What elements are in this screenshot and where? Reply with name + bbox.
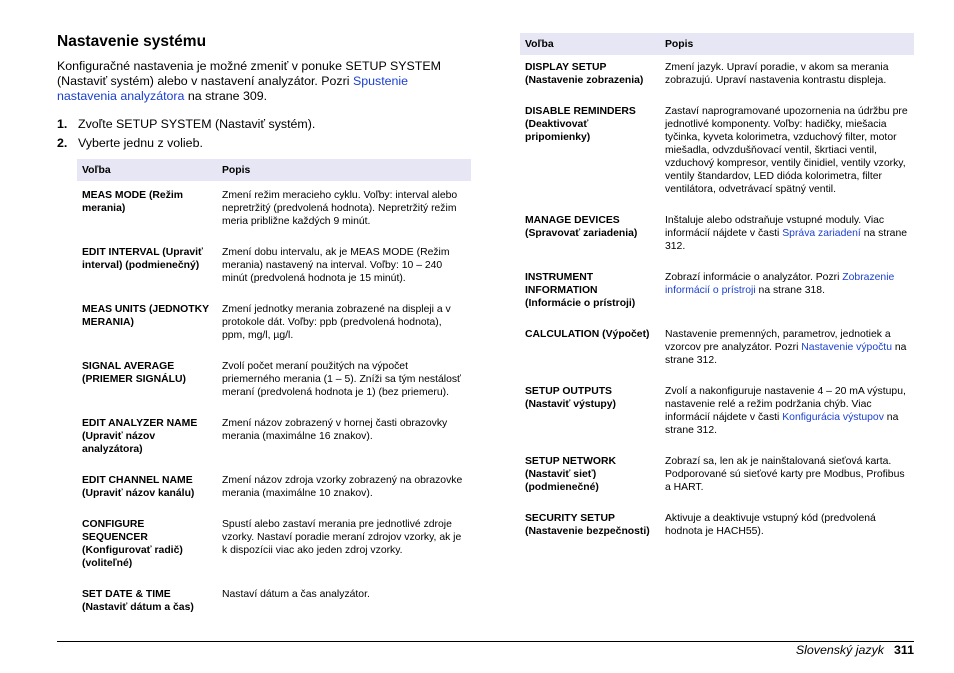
intro-text: Konfiguračné nastavenia je možné zmeniť v ponuke SETUP SYSTEM (Nastaviť systém) alebo v nastavení analyzátor. Pozri	[57, 59, 441, 88]
option-description	[217, 352, 471, 409]
table-row	[77, 510, 471, 580]
options-table-left	[77, 159, 471, 620]
table-row	[520, 206, 914, 263]
table-row	[77, 580, 471, 620]
description-suffix: na strane 312.	[665, 342, 907, 366]
option-description	[660, 377, 914, 447]
option-name: EDIT ANALYZER NAME (Upraviť názov analyzátora)	[82, 418, 198, 455]
intro-link[interactable]: Spustenie nastavenia analyzátora	[57, 74, 409, 103]
description-text: Zobrazí informácie o analyzátor. Pozri	[665, 272, 843, 283]
description-text: Nastavenie premenných, parametrov, jednotiek a vzorcov pre analyzátor. Pozri	[665, 329, 891, 353]
description-text: Zmení režim meracieho cyklu. Voľby: interval alebo nepretržitý (predvolená hodnota). Nepretržitý režim meria približne každých 9 minút.	[222, 190, 458, 227]
table-row	[77, 352, 471, 409]
description-text: Zobrazí sa, len ak je nainštalovaná sieťová karta. Podporované sú sieťové karty pre Modbus, Profibus a HART.	[665, 456, 905, 493]
header-option: Voľba	[77, 159, 217, 181]
option-name: SETUP NETWORK (Nastaviť sieť) (podmienečné)	[525, 456, 617, 493]
table-row	[77, 409, 471, 466]
description-suffix: na strane 318.	[755, 285, 825, 296]
header-description: Popis	[217, 159, 471, 181]
option-description	[660, 447, 914, 504]
description-text: Nastaví dátum a čas analyzátor.	[222, 589, 370, 600]
table-row	[520, 97, 914, 206]
option-description	[660, 55, 914, 97]
cross-reference-link[interactable]: Správa zariadení	[782, 228, 861, 239]
option-description	[217, 510, 471, 580]
description-text: Zvolí počet meraní použitých na výpočet priemerného merania (1 – 5). Zníži sa tým nestálosť meraní (predvolená hodnota je 1) (bez priemeru).	[222, 361, 461, 398]
left-table-body	[77, 181, 471, 620]
cross-reference-link[interactable]: Zobrazenie informácií o prístroji	[665, 272, 895, 296]
step-number: 2.	[57, 136, 68, 150]
option-name: MANAGE DEVICES (Spravovať zariadenia)	[525, 215, 638, 239]
table-row	[77, 181, 471, 238]
intro-paragraph	[57, 59, 471, 104]
right-table-body	[520, 55, 914, 544]
option-name: CALCULATION (Výpočet)	[525, 329, 650, 340]
option-description	[660, 320, 914, 377]
description-text: Spustí alebo zastaví merania pre jednotlivé zdroje vzorky. Nastaví poradie meraní zdrojov vzorky, ak je k dispozícii viac ako jeden zdroj vzorky.	[222, 519, 462, 556]
header-description: Popis	[660, 33, 914, 55]
page-number: 311	[894, 643, 914, 657]
option-description	[217, 181, 471, 238]
option-name: SET DATE & TIME (Nastaviť dátum a čas)	[82, 589, 194, 613]
option-description	[217, 295, 471, 352]
table-row	[520, 320, 914, 377]
option-description	[217, 409, 471, 466]
footer-language: Slovenský jazyk	[795, 643, 884, 657]
option-description	[660, 206, 914, 263]
description-text: Zastaví naprogramované upozornenia na údržbu pre jednotlivé komponenty. Voľby: hadičky, miešacia tyčinka, kyveta kolorimetra, vzduchový filter, motor miešadla, odvzdušňovací ventil, škrtiaci ventil, vzduchový kompresor, ventily činidiel, ventily vzorky, ventily štandardov, LED dióda kolorimetra, filter ventilátora, odvetrávací spätný ventil.	[665, 106, 908, 195]
option-name: MEAS MODE (Režim merania)	[82, 190, 184, 214]
section-title: Nastavenie systému	[57, 33, 207, 50]
step-item	[57, 117, 471, 136]
option-name: EDIT CHANNEL NAME (Upraviť názov kanálu)	[82, 475, 195, 499]
option-name: SETUP OUTPUTS (Nastaviť výstupy)	[525, 386, 617, 410]
step-item	[57, 136, 471, 155]
option-name: SIGNAL AVERAGE (PRIEMER SIGNÁLU)	[82, 361, 186, 385]
cross-reference-link[interactable]: Konfigurácia výstupov	[782, 412, 884, 423]
cross-reference-link[interactable]: Nastavenie výpočtu	[801, 342, 892, 353]
option-description	[217, 580, 471, 620]
description-text: Zmení názov zdroja vzorky zobrazený na obrazovke merania (maximálne 10 znakov).	[222, 475, 463, 499]
option-description	[217, 238, 471, 295]
option-name: EDIT INTERVAL (Upraviť interval) (podmienečný)	[82, 247, 204, 271]
description-suffix: na strane 312.	[665, 228, 908, 252]
description-text: Aktivuje a deaktivuje vstupný kód (predvolená hodnota je HACH55).	[665, 513, 876, 537]
description-text: Zmení názov zobrazený v hornej časti obrazovky merania (maximálne 16 znakov).	[222, 418, 448, 442]
description-text: Inštaluje alebo odstraňuje vstupné moduly. Viac informácií nájdete v časti	[665, 215, 885, 239]
table-row	[77, 466, 471, 510]
description-text: Zmení jednotky merania zobrazené na displeji a v protokole dát. Voľby: ppb (predvolená hodnota), ppm, mg/l, µg/l.	[222, 304, 451, 341]
table-row	[520, 447, 914, 504]
option-name: DISABLE REMINDERS (Deaktivovať pripomienky)	[525, 106, 636, 143]
table-row	[77, 295, 471, 352]
option-description	[660, 504, 914, 544]
option-name: CONFIGURE SEQUENCER (Konfigurovať radič) (voliteľné)	[82, 519, 183, 569]
step-text: Vyberte jednu z volieb.	[78, 136, 203, 150]
table-row	[520, 55, 914, 97]
table-row	[520, 377, 914, 447]
table-row	[520, 504, 914, 544]
option-name: MEAS UNITS (JEDNOTKY MERANIA)	[82, 304, 209, 328]
intro-suffix: na strane 309.	[184, 89, 268, 103]
step-number: 1.	[57, 117, 68, 131]
table-row	[77, 238, 471, 295]
option-description	[217, 466, 471, 510]
footer-rule	[57, 641, 914, 642]
page-footer	[796, 643, 914, 658]
table-row	[520, 263, 914, 320]
steps-list	[57, 117, 471, 155]
option-name: SECURITY SETUP (Nastavenie bezpečnosti)	[525, 513, 650, 537]
option-description	[660, 263, 914, 320]
options-table-right	[520, 33, 914, 544]
header-option: Voľba	[520, 33, 660, 55]
option-description	[660, 97, 914, 206]
description-suffix: na strane 312.	[665, 412, 899, 436]
description-text: Zmení dobu intervalu, ak je MEAS MODE (Režim merania) nastavený na interval. Voľby: 10 – 240 minút (predvolená hodnota je 15 minút).	[222, 247, 450, 284]
description-text: Zvolí a nakonfiguruje nastavenie 4 – 20 mA výstupu, nastavenie relé a režim podržania chýb. Viac informácií nájdete v časti	[665, 386, 906, 423]
step-text: Zvoľte SETUP SYSTEM (Nastaviť systém).	[78, 117, 316, 131]
option-name: DISPLAY SETUP (Nastavenie zobrazenia)	[525, 62, 644, 86]
option-name: INSTRUMENT INFORMATION (Informácie o prístroji)	[525, 272, 636, 309]
description-text: Zmení jazyk. Upraví poradie, v akom sa merania zobrazujú. Upraví nastavenia kontrastu displeja.	[665, 62, 889, 86]
